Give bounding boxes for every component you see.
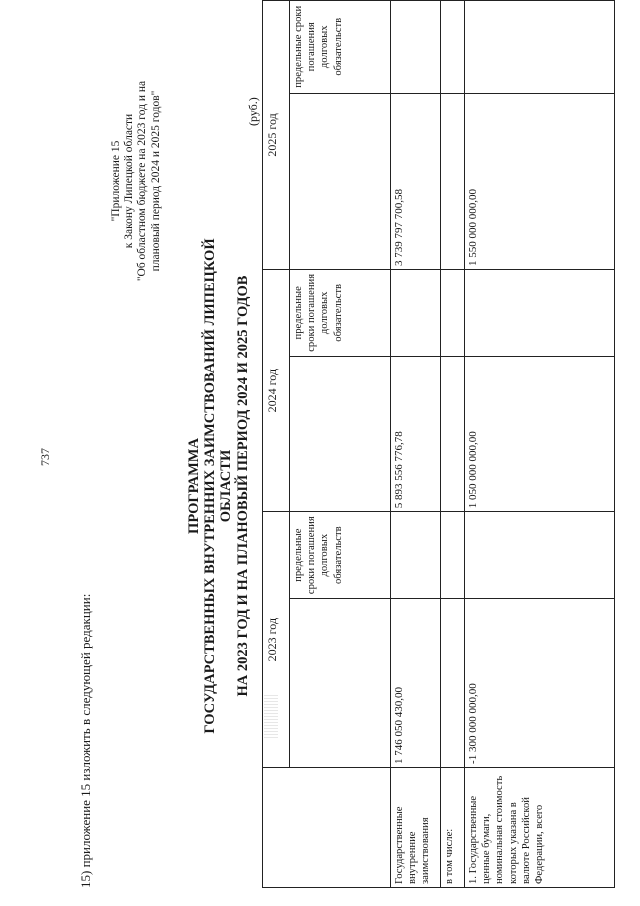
- intro-text: 15) приложение 15 изложить в следующей редакции:: [78, 593, 93, 888]
- appendix-line: "Об областном бюджете на 2023 год и на: [136, 80, 149, 282]
- term-cell: [465, 269, 615, 356]
- appendix-line: "Приложение 15: [110, 140, 122, 222]
- title-line: ГОСУДАРСТВЕННЫХ ВНУТРЕННИХ ЗАИМСТВОВАНИЙ ЛИПЕЦКОЙ ОБЛАСТИ: [202, 238, 235, 734]
- table-header-years: [263, 1, 290, 888]
- header-empty-cell: [263, 767, 391, 887]
- amount-header: [290, 93, 391, 269]
- amount-cell: 3 739 797 700,58: [391, 93, 441, 269]
- term-header: предельные сроки погашения долговых обязательств: [290, 1, 391, 94]
- amount-cell: -1 300 000 000,00: [465, 599, 615, 768]
- page-number: 737: [38, 448, 52, 466]
- year-header: 2023 год: [263, 512, 290, 768]
- unit-label: (руб.): [246, 97, 260, 126]
- table-header-sub: [290, 1, 391, 888]
- term-cell: [465, 1, 615, 94]
- title-line: ПРОГРАММА: [186, 438, 202, 534]
- appendix-line: к Закону Липецкой области: [123, 113, 136, 249]
- row-label: 1. Государственные ценные бумаги, номинальная стоимость которых указана в валюте Российской Федерации, всего: [465, 767, 615, 887]
- term-header: предельные сроки погашения долговых обязательств: [290, 512, 391, 599]
- appendix-line: плановый период 2024 и 2025 годов": [149, 90, 162, 272]
- amount-header: [290, 356, 391, 512]
- term-cell: [391, 512, 441, 599]
- amount-cell: [441, 93, 465, 269]
- title-line: НА 2023 ГОД И НА ПЛАНОВЫЙ ПЕРИОД 2024 И 2025 ГОДОВ: [234, 275, 251, 697]
- term-cell: [441, 1, 465, 94]
- borrowing-table: [262, 0, 615, 888]
- amount-cell: 1 050 000 000,00: [465, 356, 615, 512]
- term-cell: [441, 269, 465, 356]
- term-cell: [441, 512, 465, 599]
- appendix-reference: [110, 66, 163, 296]
- term-cell: [391, 269, 441, 356]
- term-header: предельные сроки погашения долговых обязательств: [290, 269, 391, 356]
- term-cell: [391, 1, 441, 94]
- year-header: 2025 год: [263, 1, 290, 270]
- row-label: Государственные внутренние заимствования: [391, 767, 441, 887]
- amount-cell: 1 550 000 000,00: [465, 93, 615, 269]
- table-row: [391, 1, 441, 888]
- amount-cell: 1 746 050 430,00: [391, 599, 441, 768]
- amount-cell: [441, 356, 465, 512]
- row-label: в том числе:: [441, 767, 465, 887]
- term-cell: [465, 512, 615, 599]
- amount-header: [290, 599, 391, 768]
- document-title: [186, 206, 251, 766]
- table-row: [441, 1, 465, 888]
- year-header: 2024 год: [263, 269, 290, 511]
- table-row: [465, 1, 615, 888]
- amount-cell: [441, 599, 465, 768]
- amount-cell: 5 893 556 776,78: [391, 356, 441, 512]
